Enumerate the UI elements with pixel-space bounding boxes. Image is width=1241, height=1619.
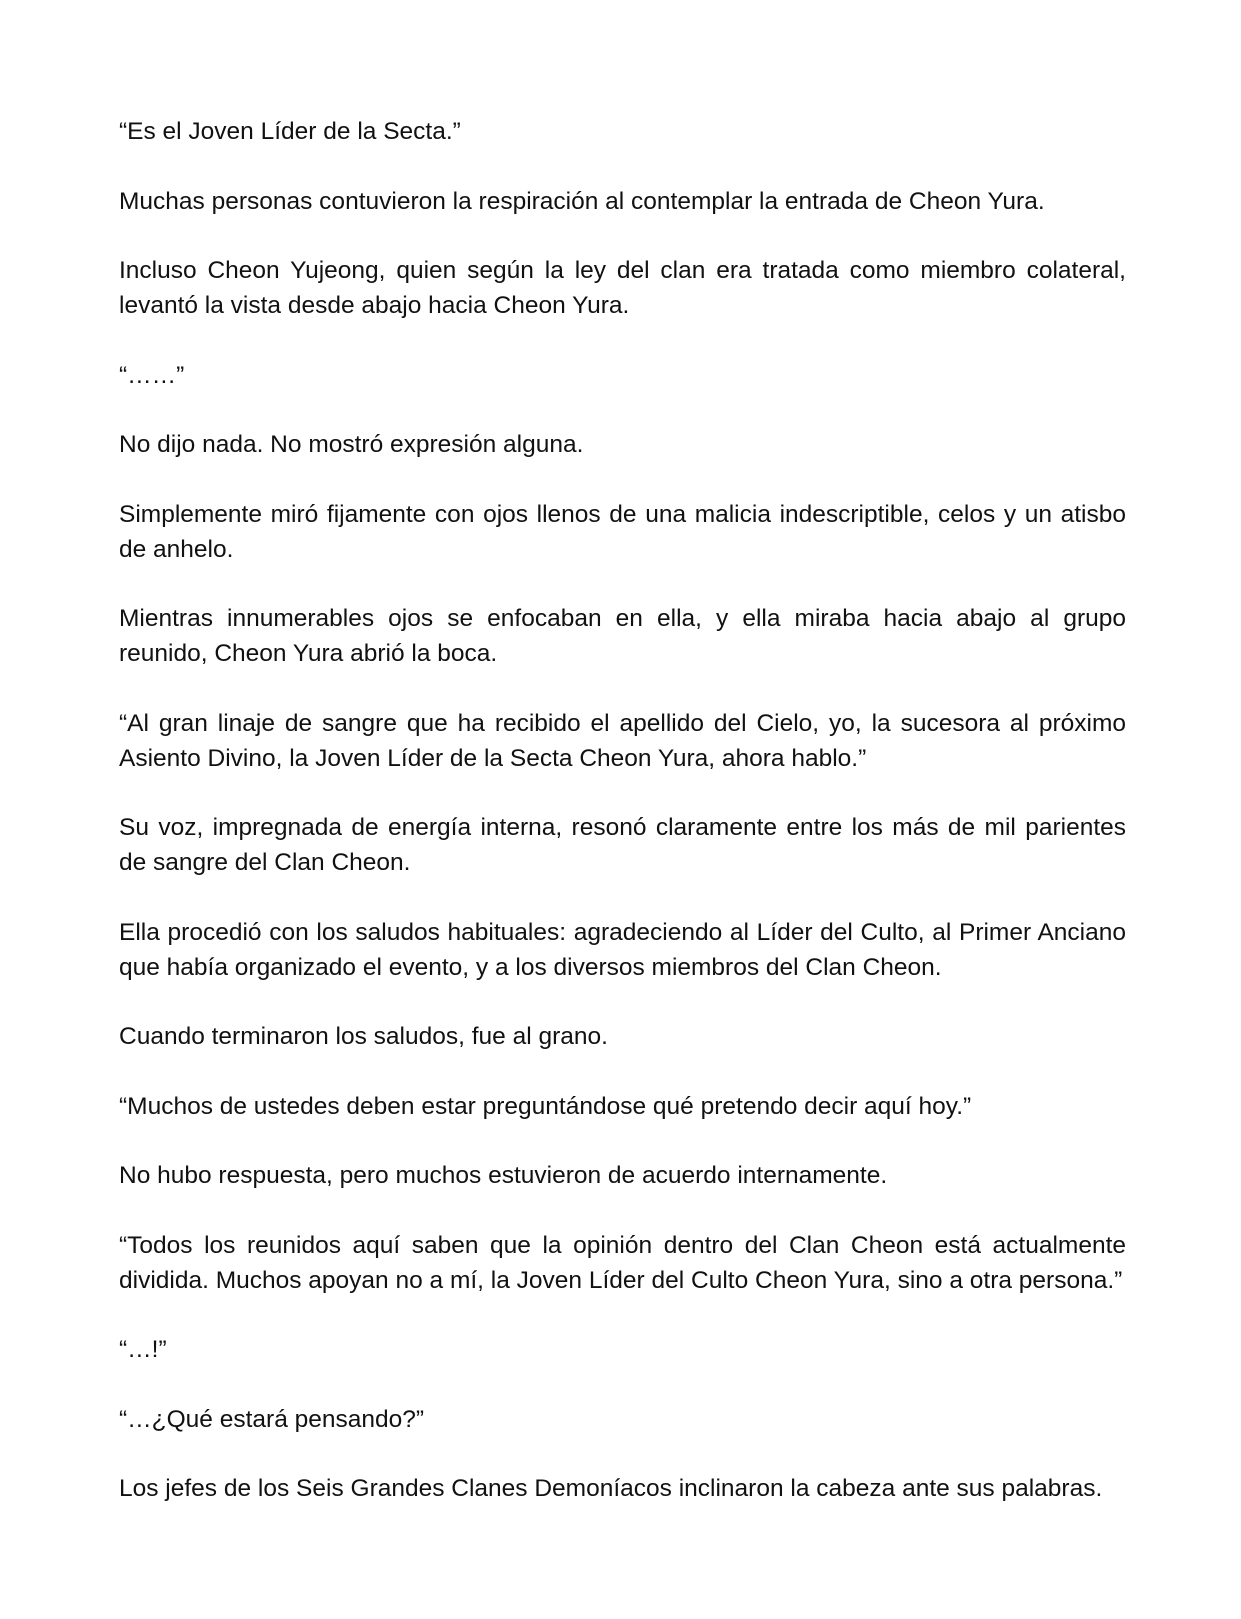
paragraph: “…¿Qué estará pensando?” (119, 1405, 425, 1433)
paragraph: No hubo respuesta, pero muchos estuvieron de acuerdo internamente. (119, 1162, 888, 1189)
text-body (119, 114, 1126, 1506)
paragraph: No dijo nada. No mostró expresión alguna. (119, 431, 584, 458)
paragraph: Los jefes de los Seis Grandes Clanes Demoníacos inclinaron la cabeza ante sus palabras. (119, 1475, 1103, 1502)
paragraph: “……” (119, 361, 185, 389)
paragraph: Incluso Cheon Yujeong, quien según la ley del clan era tratada como miembro colateral, levantó la vista desde abajo hacia Cheon Yura. (119, 257, 1126, 319)
paragraph: Ella procedió con los saludos habituales: agradeciendo al Líder del Culto, al Primer Anciano que había organizado el evento, y a los diversos miembros del Clan Cheon. (119, 918, 1126, 981)
paragraph: “…!” (119, 1336, 167, 1363)
paragraph: Muchas personas contuvieron la respiración al contemplar la entrada de Cheon Yura. (119, 187, 1045, 215)
paragraph: Simplemente miró fijamente con ojos llenos de una malicia indescriptible, celos y un atisbo de anhelo. (119, 500, 1126, 563)
paragraph: “Al gran linaje de sangre que ha recibido el apellido del Cielo, yo, la sucesora al próximo Asiento Divino, la Joven Líder de la Secta Cheon Yura, ahora hablo.” (119, 709, 1126, 772)
paragraph: “Todos los reunidos aquí saben que la opinión dentro del Clan Cheon está actualmente dividida. Muchos apoyan no a mí, la Joven Líder del Culto Cheon Yura, sino a otra persona.” (119, 1231, 1126, 1294)
paragraph: “Muchos de ustedes deben estar preguntándose qué pretendo decir aquí hoy.” (119, 1092, 972, 1120)
paragraph: Mientras innumerables ojos se enfocaban en ella, y ella miraba hacia abajo al grupo reunido, Cheon Yura abrió la boca. (119, 605, 1126, 667)
paragraph: Cuando terminaron los saludos, fue al grano. (119, 1023, 608, 1050)
paragraph: “Es el Joven Líder de la Secta.” (119, 118, 461, 145)
paragraph: Su voz, impregnada de energía interna, resonó claramente entre los más de mil parientes de sangre del Clan Cheon. (119, 814, 1126, 876)
